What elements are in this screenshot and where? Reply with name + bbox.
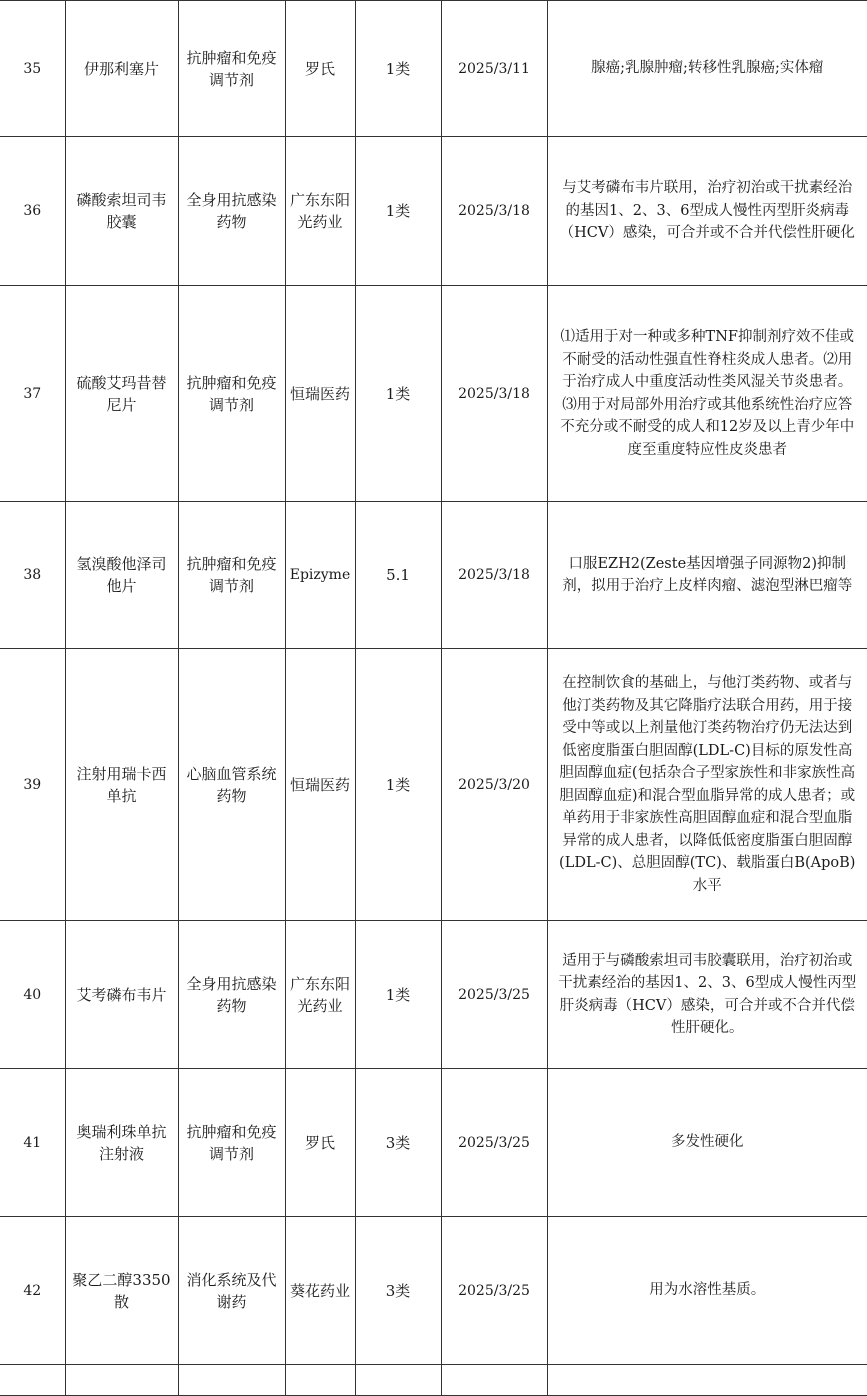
company: 葵花药业 (285, 1217, 355, 1365)
company: 罗氏 (285, 1, 355, 137)
registration-class: 3类 (355, 1069, 441, 1217)
drug-category: 抗肿瘤和免疫调节剂 (178, 286, 285, 502)
drug-name: 艾考磷布韦片 (65, 921, 178, 1069)
indication: 在控制饮食的基础上，与他汀类药物、或者与他汀类药物及其它降脂疗法联合用药，用于接受中等或以上剂量他汀类药物治疗仍无法达到低密度脂蛋白胆固醇(LDL-C)目标的原发性高胆固醇血症(包括杂合子型家族性和非家族性高胆固醇血症)和混合型血脂异常的成人患者；或单药用于非家族性高胆固醇血症和混合型血脂异常的成人患者，以降低低密度脂蛋白胆固醇(LDL-C)、总胆固醇(TC)、载脂蛋白B(ApoB)水平 (547, 649, 867, 921)
drug-category: 抗肿瘤和免疫调节剂 (178, 1, 285, 137)
table-row (0, 137, 867, 286)
registration-class: 1类 (355, 1, 441, 137)
registration-class: 3类 (355, 1217, 441, 1365)
empty-cell (178, 1365, 285, 1396)
empty-cell (0, 1365, 65, 1396)
approval-date: 2025/3/25 (441, 921, 547, 1069)
registration-class: 1类 (355, 137, 441, 286)
table-row (0, 286, 867, 502)
company: 广东东阳光药业 (285, 137, 355, 286)
drug-category: 心脑血管系统药物 (178, 649, 285, 921)
drug-name: 聚乙二醇3350散 (65, 1217, 178, 1365)
table-row-partial (0, 1365, 867, 1396)
registration-class: 1类 (355, 286, 441, 502)
drug-name: 磷酸索坦司韦胶囊 (65, 137, 178, 286)
indication: 腺癌;乳腺肿瘤;转移性乳腺癌;实体瘤 (547, 1, 867, 137)
registration-class: 5.1 (355, 502, 441, 649)
approval-date: 2025/3/20 (441, 649, 547, 921)
approval-date: 2025/3/25 (441, 1217, 547, 1365)
approval-date: 2025/3/11 (441, 1, 547, 137)
drug-category: 抗肿瘤和免疫调节剂 (178, 502, 285, 649)
row-number: 40 (0, 921, 65, 1069)
drug-name: 氢溴酸他泽司他片 (65, 502, 178, 649)
approval-date: 2025/3/18 (441, 137, 547, 286)
registration-class: 1类 (355, 921, 441, 1069)
empty-cell (285, 1365, 355, 1396)
company: 恒瑞医药 (285, 286, 355, 502)
table-row (0, 1217, 867, 1365)
company: Epizyme (285, 502, 355, 649)
table-row (0, 1, 867, 137)
indication: 适用于与磷酸索坦司韦胶囊联用，治疗初治或干扰素经治的基因1、2、3、6型成人慢性丙型肝炎病毒（HCV）感染，可合并或不合并代偿性肝硬化。 (547, 921, 867, 1069)
approval-date: 2025/3/18 (441, 286, 547, 502)
drug-name: 硫酸艾玛昔替尼片 (65, 286, 178, 502)
approval-date: 2025/3/25 (441, 1069, 547, 1217)
empty-cell (441, 1365, 547, 1396)
indication: 多发性硬化 (547, 1069, 867, 1217)
drug-category: 消化系统及代谢药 (178, 1217, 285, 1365)
row-number: 37 (0, 286, 65, 502)
drug-name: 注射用瑞卡西单抗 (65, 649, 178, 921)
company: 罗氏 (285, 1069, 355, 1217)
table-row (0, 921, 867, 1069)
drug-category: 抗肿瘤和免疫调节剂 (178, 1069, 285, 1217)
table-row (0, 1069, 867, 1217)
row-number: 38 (0, 502, 65, 649)
row-number: 36 (0, 137, 65, 286)
registration-class: 1类 (355, 649, 441, 921)
row-number: 42 (0, 1217, 65, 1365)
indication: 与艾考磷布韦片联用，治疗初治或干扰素经治的基因1、2、3、6型成人慢性丙型肝炎病毒（HCV）感染，可合并或不合并代偿性肝硬化 (547, 137, 867, 286)
indication: 口服EZH2(Zeste基因增强子同源物2)抑制剂，拟用于治疗上皮样肉瘤、滤泡型淋巴瘤等 (547, 502, 867, 649)
company: 恒瑞医药 (285, 649, 355, 921)
company: 广东东阳光药业 (285, 921, 355, 1069)
empty-cell (355, 1365, 441, 1396)
row-number: 41 (0, 1069, 65, 1217)
row-number: 35 (0, 1, 65, 137)
approval-date: 2025/3/18 (441, 502, 547, 649)
indication: 用为水溶性基质。 (547, 1217, 867, 1365)
empty-cell (547, 1365, 867, 1396)
drug-category: 全身用抗感染药物 (178, 921, 285, 1069)
row-number: 39 (0, 649, 65, 921)
indication: ⑴适用于对一种或多种TNF抑制剂疗效不佳或不耐受的活动性强直性脊柱炎成人患者。⑵用于治疗成人中重度活动性类风湿关节炎患者。⑶用于对局部外用治疗或其他系统性治疗应答不充分或不耐受的成人和12岁及以上青少年中度至重度特应性皮炎患者 (547, 286, 867, 502)
drug-category: 全身用抗感染药物 (178, 137, 285, 286)
table-row (0, 502, 867, 649)
table-row (0, 649, 867, 921)
drug-name: 伊那利塞片 (65, 1, 178, 137)
drug-name: 奥瑞利珠单抗注射液 (65, 1069, 178, 1217)
empty-cell (65, 1365, 178, 1396)
